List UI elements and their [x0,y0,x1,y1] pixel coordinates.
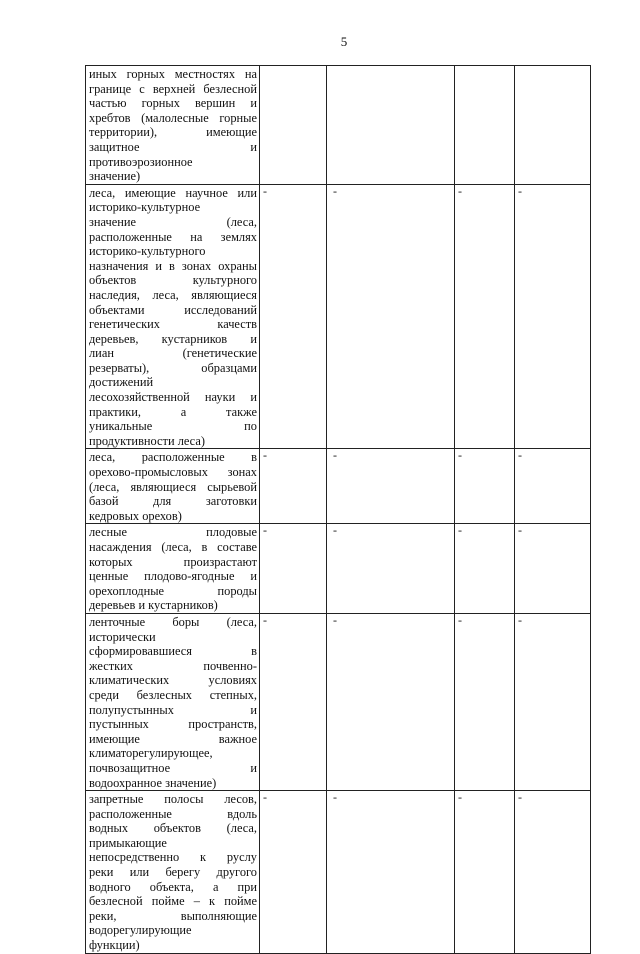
text-line: достижений [89,375,154,390]
value-cell [515,524,591,614]
text-line: значение) [89,169,141,184]
text-line: климатических условиях [89,673,257,688]
text-line: расположенные вдоль [89,806,257,821]
text-line: водорегулирующие [89,923,192,938]
forest-category-cell [86,791,260,954]
value-cell [455,184,515,449]
value-cell [327,184,455,449]
cell-value: - [458,790,462,805]
cell-value: - [458,523,462,538]
value-cell [327,66,455,185]
text-line: расположенные на землях [89,229,257,244]
forest-category-cell [86,524,260,614]
text-line: ленточные боры (леса, [89,614,257,629]
cell-value: - [518,612,522,627]
text-line: реки, выполняющие [89,908,257,923]
value-cell [327,524,455,614]
text-line: хребтов (малолесные горные [89,110,257,125]
value-cell [455,524,515,614]
text-line: водных объектов (леса, [89,821,257,836]
value-cell [455,66,515,185]
text-line: территории), имеющие [89,125,257,140]
forest-category-cell [86,449,260,524]
text-line: орехоплодные породы [89,583,257,598]
text-line: защитное и [89,139,257,154]
text-line: объектов культурного [89,273,257,288]
value-cell [515,613,591,790]
text-line: исторически [89,629,156,644]
text-line: ценные плодово-ягодные и [89,569,257,584]
cell-value: - [518,523,522,538]
text-line: запретные полосы лесов, [89,792,257,807]
forest-category-cell [86,613,260,790]
value-cell [327,791,455,954]
text-line: водоохранное значение) [89,775,217,790]
text-line: историко-культурное [89,200,201,215]
value-cell [515,449,591,524]
text-line: реки или берегу другого [89,865,257,880]
cell-value: - [458,612,462,627]
table-row [86,66,591,185]
text-line: объектами исследований [89,302,257,317]
cell-value: - [333,612,337,627]
value-cell [260,613,327,790]
cell-value: - [263,612,267,627]
value-cell [260,791,327,954]
text-line: сформировавшиеся в [89,644,257,659]
text-line: наследия, леса, являющиеся [89,287,257,302]
text-line: практики, а также [89,404,257,419]
text-line: непосредственно к руслу [89,850,257,865]
table-row [86,184,591,449]
text-line: насаждения (леса, в составе [89,540,257,554]
text-line: лесные плодовые [89,525,257,540]
text-line: частью горных вершин и [89,96,257,111]
text-line: базой для заготовки [89,494,257,509]
cell-value: - [518,790,522,805]
text-line: значение (леса, [89,214,257,229]
cell-value: - [458,183,462,198]
text-line: кедровых орехов) [89,508,182,523]
value-cell [515,791,591,954]
value-cell [455,791,515,954]
text-line: жестких почвенно- [89,658,257,673]
value-cell [260,524,327,614]
text-line: лиан (генетические [89,346,257,361]
text-line: водного объекта, а при [89,879,257,894]
text-line: деревьев, кустарников и [89,331,257,346]
cell-value: - [263,790,267,805]
forest-category-table [85,65,591,954]
text-line: пустынных пространств, [89,717,257,732]
value-cell [515,184,591,449]
text-line: лесохозяйственной науки и [89,390,257,405]
text-line: которых произрастают [89,554,257,569]
cell-value: - [458,448,462,463]
text-line: историко-культурного [89,244,206,259]
text-line: назначения и в зонах охраны [89,258,257,273]
cell-value: - [518,448,522,463]
text-line: среди безлесных степных, [89,687,257,702]
text-line: продуктивности леса) [89,433,205,448]
value-cell [515,66,591,185]
cell-value: - [263,523,267,538]
forest-category-cell [86,66,260,185]
text-line: орехово-промысловых зонах [89,465,257,480]
table-row [86,791,591,954]
text-line: леса, расположенные в [89,450,257,465]
value-cell [260,66,327,185]
text-line: (леса, являющиеся сырьевой [89,479,257,494]
text-line: границе с верхней безлесной [89,81,257,96]
text-line: иных горных местностях на [89,67,257,81]
cell-value: - [333,523,337,538]
table-row [86,449,591,524]
value-cell [327,613,455,790]
text-line: противоэрозионное [89,154,193,169]
text-line: климаторегулирующее, [89,746,213,761]
text-line: примыкающие [89,835,167,850]
text-line: полупустынных и [89,702,257,717]
cell-value: - [333,183,337,198]
text-line: деревьев и кустарников) [89,598,218,613]
value-cell [260,184,327,449]
text-line: безлесной пойме – к пойме [89,894,257,909]
text-line: резерваты), образцами [89,360,257,375]
page-number: 5 [340,34,348,49]
text-line: леса, имеющие научное или [89,185,257,200]
table-row [86,524,591,614]
text-line: уникальные по [89,419,257,434]
text-line: имеющие важное [89,731,257,746]
value-cell [327,449,455,524]
value-cell [260,449,327,524]
cell-value: - [263,183,267,198]
forest-category-cell [86,184,260,449]
text-line: генетических качеств [89,317,257,332]
cell-value: - [263,448,267,463]
text-line: почвозащитное и [89,760,257,775]
value-cell [455,613,515,790]
text-line: функции) [89,938,140,953]
cell-value: - [333,790,337,805]
table-row [86,613,591,790]
value-cell [455,449,515,524]
cell-value: - [333,448,337,463]
cell-value: - [518,183,522,198]
